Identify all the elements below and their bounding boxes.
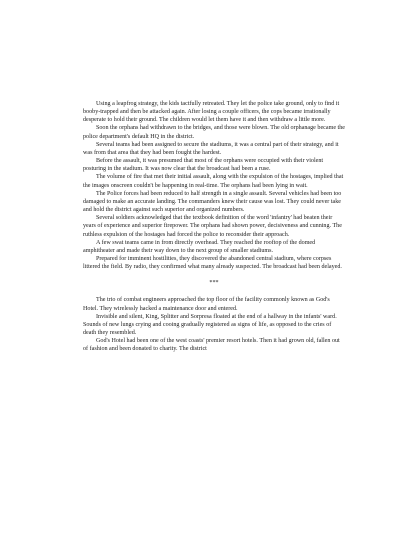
section-separator: ***	[209, 280, 219, 287]
paragraph: Several soldiers acknowledged that the textbook definition of the word 'infantry' had beaten their years of experience and superior firepower. The orphans had shown power, decisiveness and cunning. The ruthless expulsion of the hostages had forced the police to reconsider their approach.	[83, 215, 342, 238]
paragraph: The volume of fire that met their initial assault, along with the expulsion of the hostages, implied that the images onscreen couldn't be happening in real-time. The orphans had been lying in wait.	[83, 174, 344, 189]
paragraph: The Police forces had been reduced to half strength in a single assault. Several vehicles had been too damaged to make an accurate landing. The commanders knew their cause was lost. They could never take and hold the district against such superior and organized numbers.	[83, 190, 342, 214]
body-text	[83, 100, 345, 354]
paragraph: A few swat teams came in from directly overhead. They reached the rooftop of the domed amphitheater and made their way down to the next group of smaller stadiums.	[83, 239, 316, 254]
paragraph: Prepared for imminent hostilities, they discovered the abandoned central stadium, where corpses littered the field. By radio, they confirmed what many already suspected. The broadcast had been delayed.	[83, 255, 342, 271]
paragraph: Several teams had been assigned to secure the stadiums, it was a central part of their strategy, and it was from that area that they had been fought the hardest.	[83, 141, 339, 156]
paragraph: Invisible and silent, King, Splitter and Sorpresa floated at the end of a hallway in the infants' ward. Sounds of new lungs crying and cooing gradually registered as signs of life, as opposed to the cries of death they resembled.	[83, 313, 337, 337]
paragraph: God's Hotel had been one of the west coasts' premier resort hotels. Then it had grown old, fallen out of fashion and been donated to charity. The district	[83, 338, 340, 353]
paragraph: Before the assault, it was presumed that most of the orphans were occupied with their violent posturing in the stadium. It was now clear that the broadcast had been a ruse.	[83, 158, 324, 173]
paragraph: The trio of combat engineers approached the top floor of the facility commonly known as God's Hotel. They wirelessly hacked a maintenance door and entered.	[83, 297, 330, 312]
paragraph: Using a leapfrog strategy, the kids tactfully retreated. They let the police take ground, only to find it booby-trapped and then be attacked again. After losing a couple officers, the cops became irrationally desperate to hold their ground. The children would let them have it and then withdraw a little more.	[83, 101, 340, 124]
paragraph: Soon the orphans had withdrawn to the bridges, and those were blown. The old orphanage became the police department's default HQ in the district.	[83, 125, 345, 140]
